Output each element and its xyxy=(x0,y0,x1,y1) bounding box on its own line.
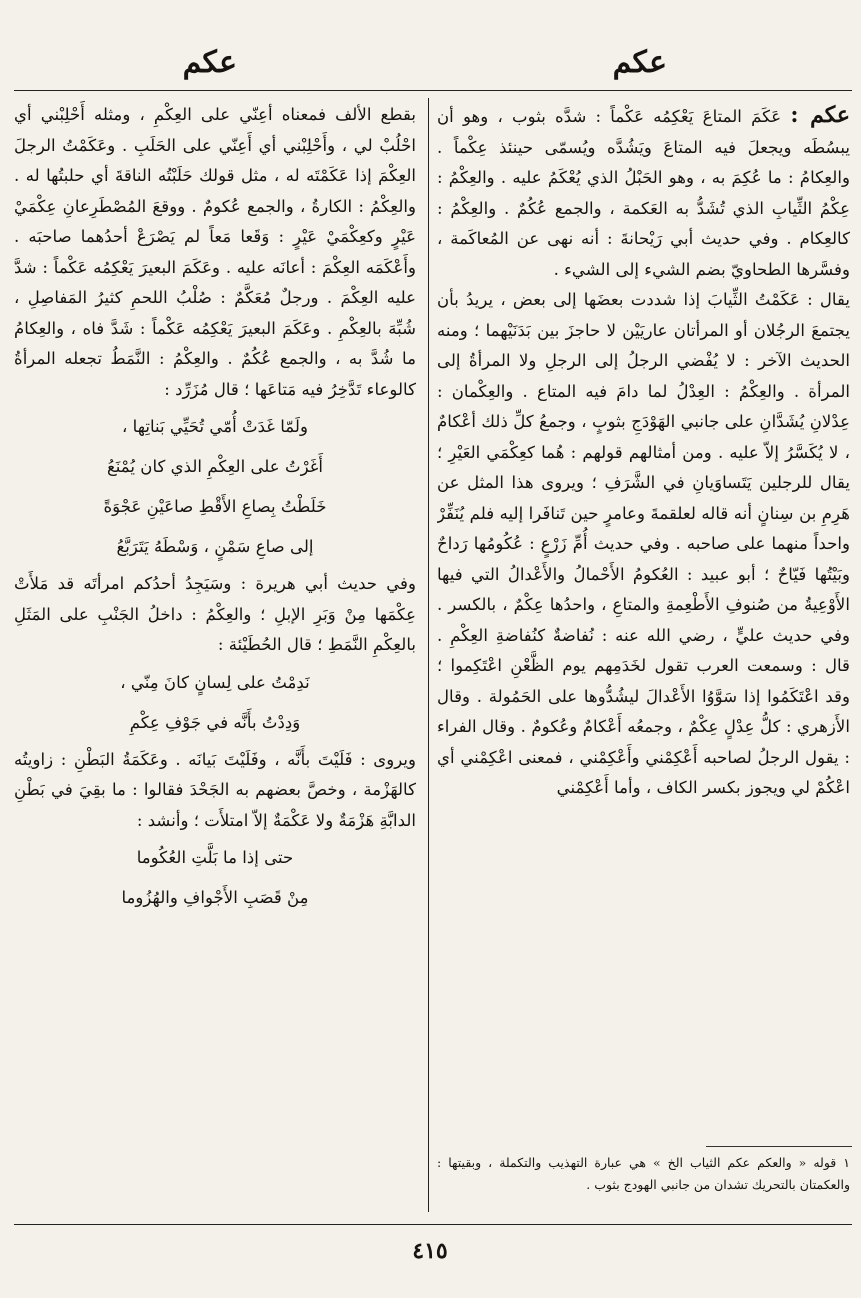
entry-paragraph xyxy=(437,100,850,285)
running-header-left: عكم xyxy=(182,45,237,80)
entry-headword: عكم : xyxy=(790,102,850,128)
entry-paragraph: وفي حديث أبي هريرة : وسَيَجِدُ أحدُكم امرأتَه قد مَلأَتْ عِكْمَها مِنْ وَبَرِ الإبلِ ؛ والعِكْمُ : داخلُ الجَنْبِ على المَثَلِ بالعِكْمِ النَّمَطِ ؛ قال الحُطَيْئة : xyxy=(14,574,416,654)
entry-paragraph: يقال : عَكَمْتُ الثِّيابَ إذا شددت بعضَها إلى بعض ، يريدُ بأن يجتمعَ الرجُلان أو المرأتان عاريَيْن لا حاجزَ بين بَدَنَيْهما ؛ ومنه الحديث الآخر : لا يُفْضي الرجلُ إلى الرجلِ ولا المرأةُ إلى المرأة . والعِكْمُ : العِدْلُ لما دامَ فيه المتاع . والعِكْمان : عِدْلانِ يُشَدَّانِ على جانبي الهَوْدَجِ بثوبٍ ، وجمعُ كلِّ ذلك أعْكامٌ ، لا يُكَسَّرُ إلاّ عليه . ومن أمثالهم قولهم : هُما كعِكْمَي العَيْرِ ؛ يقال للرجلين يَتَساوَيانِ في الشَّرَفِ ؛ ويروى هذا المثل عن هَرِمِ بن سِنانٍ أنه قاله لعلقمةَ وعامرٍ حين تَنافَرا إليه فلم يُنَفِّرْ واحداً منهما على صاحبه . وفي حديث أُمِّ زَرْعٍ : عُكُومُها رَداحٌ وبَيْتُها فَيّاحٌ ؛ أبو عبيد : العُكومُ الأَحْمالُ والأَعْدالُ التي فيها الأَوْعِيةُ من صُنوفِ الأَطْعِمةِ والمتاعِ ، واحدُها عِكْمٌ ، بالكسر . وفي حديث عليٍّ ، رضي الله عنه : نُفاضةٌ كنُفاضةِ العِكْمِ . قال : وسمعت العرب تقول لخَدَمِهم يوم الظَّعْنِ اعْتَكِموا ؛ وقد اعْتَكَمُوا إذا سَوَّوُا الأَعْدالَ ليشُدُّوها على الحَمُولة . وقال الأَزهري : كلُّ عِدْلٍ عِكْمٌ ، وجمعُه أَعْكامٌ وعُكومٌ . وقال الفراء : يقول الرجلُ لصاحبه أَعْكِمْني وأَعْكِمْني ، فمعنى اعْكِمْني أي اعْكُمْ لي ويجوز بكسر الكاف ، وأما أَعْكِمْني xyxy=(437,290,850,797)
right-column xyxy=(437,100,850,1152)
left-column xyxy=(14,100,416,1212)
verse-line: حتى إذا ما بَلَّتِ العُكُوما xyxy=(136,848,294,867)
verse-line: ولَمّا غَدَتْ أُمّي تُحَيِّي بَناتِها ، xyxy=(122,417,308,436)
footnote-rule xyxy=(706,1146,852,1147)
column-divider xyxy=(428,98,429,1212)
verse-line: إلى صاعِ سَمْنٍ ، وَسْطَهُ يَتَرَبَّعُ xyxy=(116,537,314,556)
page-number: ٤١٥ xyxy=(412,1238,448,1264)
entry-text: عَكَمَ المتاعَ يَعْكِمُه عَكْماً : شدَّه بثوب ، وهو أن يبسُطَه ويجعلَ فيه المتاعَ ويَشُدَّه ويُسمّى حينئذ عِكْماً . والعِكامُ : ما عُكِمَ به ، وهو الحَبْلُ الذي يُعْكَمُ عليه . والعِكْمُ : عِكْمُ الثِّيابِ الذي تُشَدُّ به العَكمة ، والجمع عُكُمٌ . والعِكْمُ : كالعِكام . وفي حديث أبي رَيْحانةَ : أنه نهى عن المُعاكَمة ، وفسَّرها الطحاويّ بضم الشيء إلى الشيء . xyxy=(437,107,850,279)
entry-paragraph: ويروى : فَلَيْتَ بأَنَّه ، وفَلَيْتَ بَيانَه . وعَكَمَةُ البَطْنِ : زاويتُه كالهَزْمة ، وخصَّ بعضهم به الجَحْدَ فقالوا : ما بقِيَ في بَطْنِ الدابَّةِ هَزْمَةٌ ولا عَكْمَةٌ إلاّ امتلأَت ؛ وأنشد : xyxy=(14,749,416,830)
verse-line: خَلَطْتُ بِصاعِ الأَقْطِ صاعَيْنِ عَجْوَةً xyxy=(103,497,327,516)
running-header-right: عكم xyxy=(612,45,667,80)
entry-paragraph: بقطع الألف فمعناه أعِنّي على العِكْمِ ، ومثله أَحْلِبْني أي احْلُبْ لي ، وأَحْلِبْني أي أَعِنّي على الحَلَبِ . وعَكَمْتُ الرجلَ العِكْمَ إذا عَكَمْتَه له ، مثل قولك حَلَبْتُه الناقةَ أي حلبتُها له . والعِكْمُ : الكارةُ ، والجمع عُكومٌ . ووقعَ المُصْطَرِعانِ عِكْمَيْ عَيْرٍ وكعِكْمَيْ عَيْرٍ : وَقَعا مَعاً لم يَصْرَعْ أحدُهما صاحبَه . وأَعْكَمَه العِكْمَ : أعانَه عليه . وعَكَمَ البعيرَ يَعْكِمُه عَكْماً : شدَّ عليه العِكْمَ . ورجلٌ مُعَكَّمٌ : صُلْبُ اللحمِ كثيرُ المَفاصِلِ ، شُبِّهَ بالعِكْمِ . وعَكَمَ البعيرَ يَعْكِمُه عَكْماً : شَدَّ فاه ، والعِكامُ ما شُدَّ به ، والجمع عُكُمٌ . والعِكْمُ : النَّمَطُ تجعله المرأةُ كالوعاء تَدَّخِرُ فيه مَتاعَها ؛ قال مُزَرِّد : xyxy=(14,105,416,399)
verse-line: نَدِمْتُ على لِسانٍ كانَ مِنّي ، xyxy=(120,672,310,692)
verse-line: وَدِدْتُ بأَنَّه في جَوْفِ عِكْمِ xyxy=(129,712,301,732)
verse-line: أَغَرْتُ على العِكْمِ الذي كان يُمْنَعُ xyxy=(106,457,324,476)
top-rule xyxy=(14,90,852,91)
bottom-rule xyxy=(14,1224,852,1225)
verse-line: مِنْ قَصَبِ الأَجْوافِ والهُزُوما xyxy=(121,888,309,907)
footnote: ١ قوله « والعكم عكم الثياب الخ » هي عبارة التهذيب والتكملة ، وبقيتها : والعكمتان بالتحريك تشدان من جانبي الهودج بثوب . xyxy=(437,1155,850,1192)
